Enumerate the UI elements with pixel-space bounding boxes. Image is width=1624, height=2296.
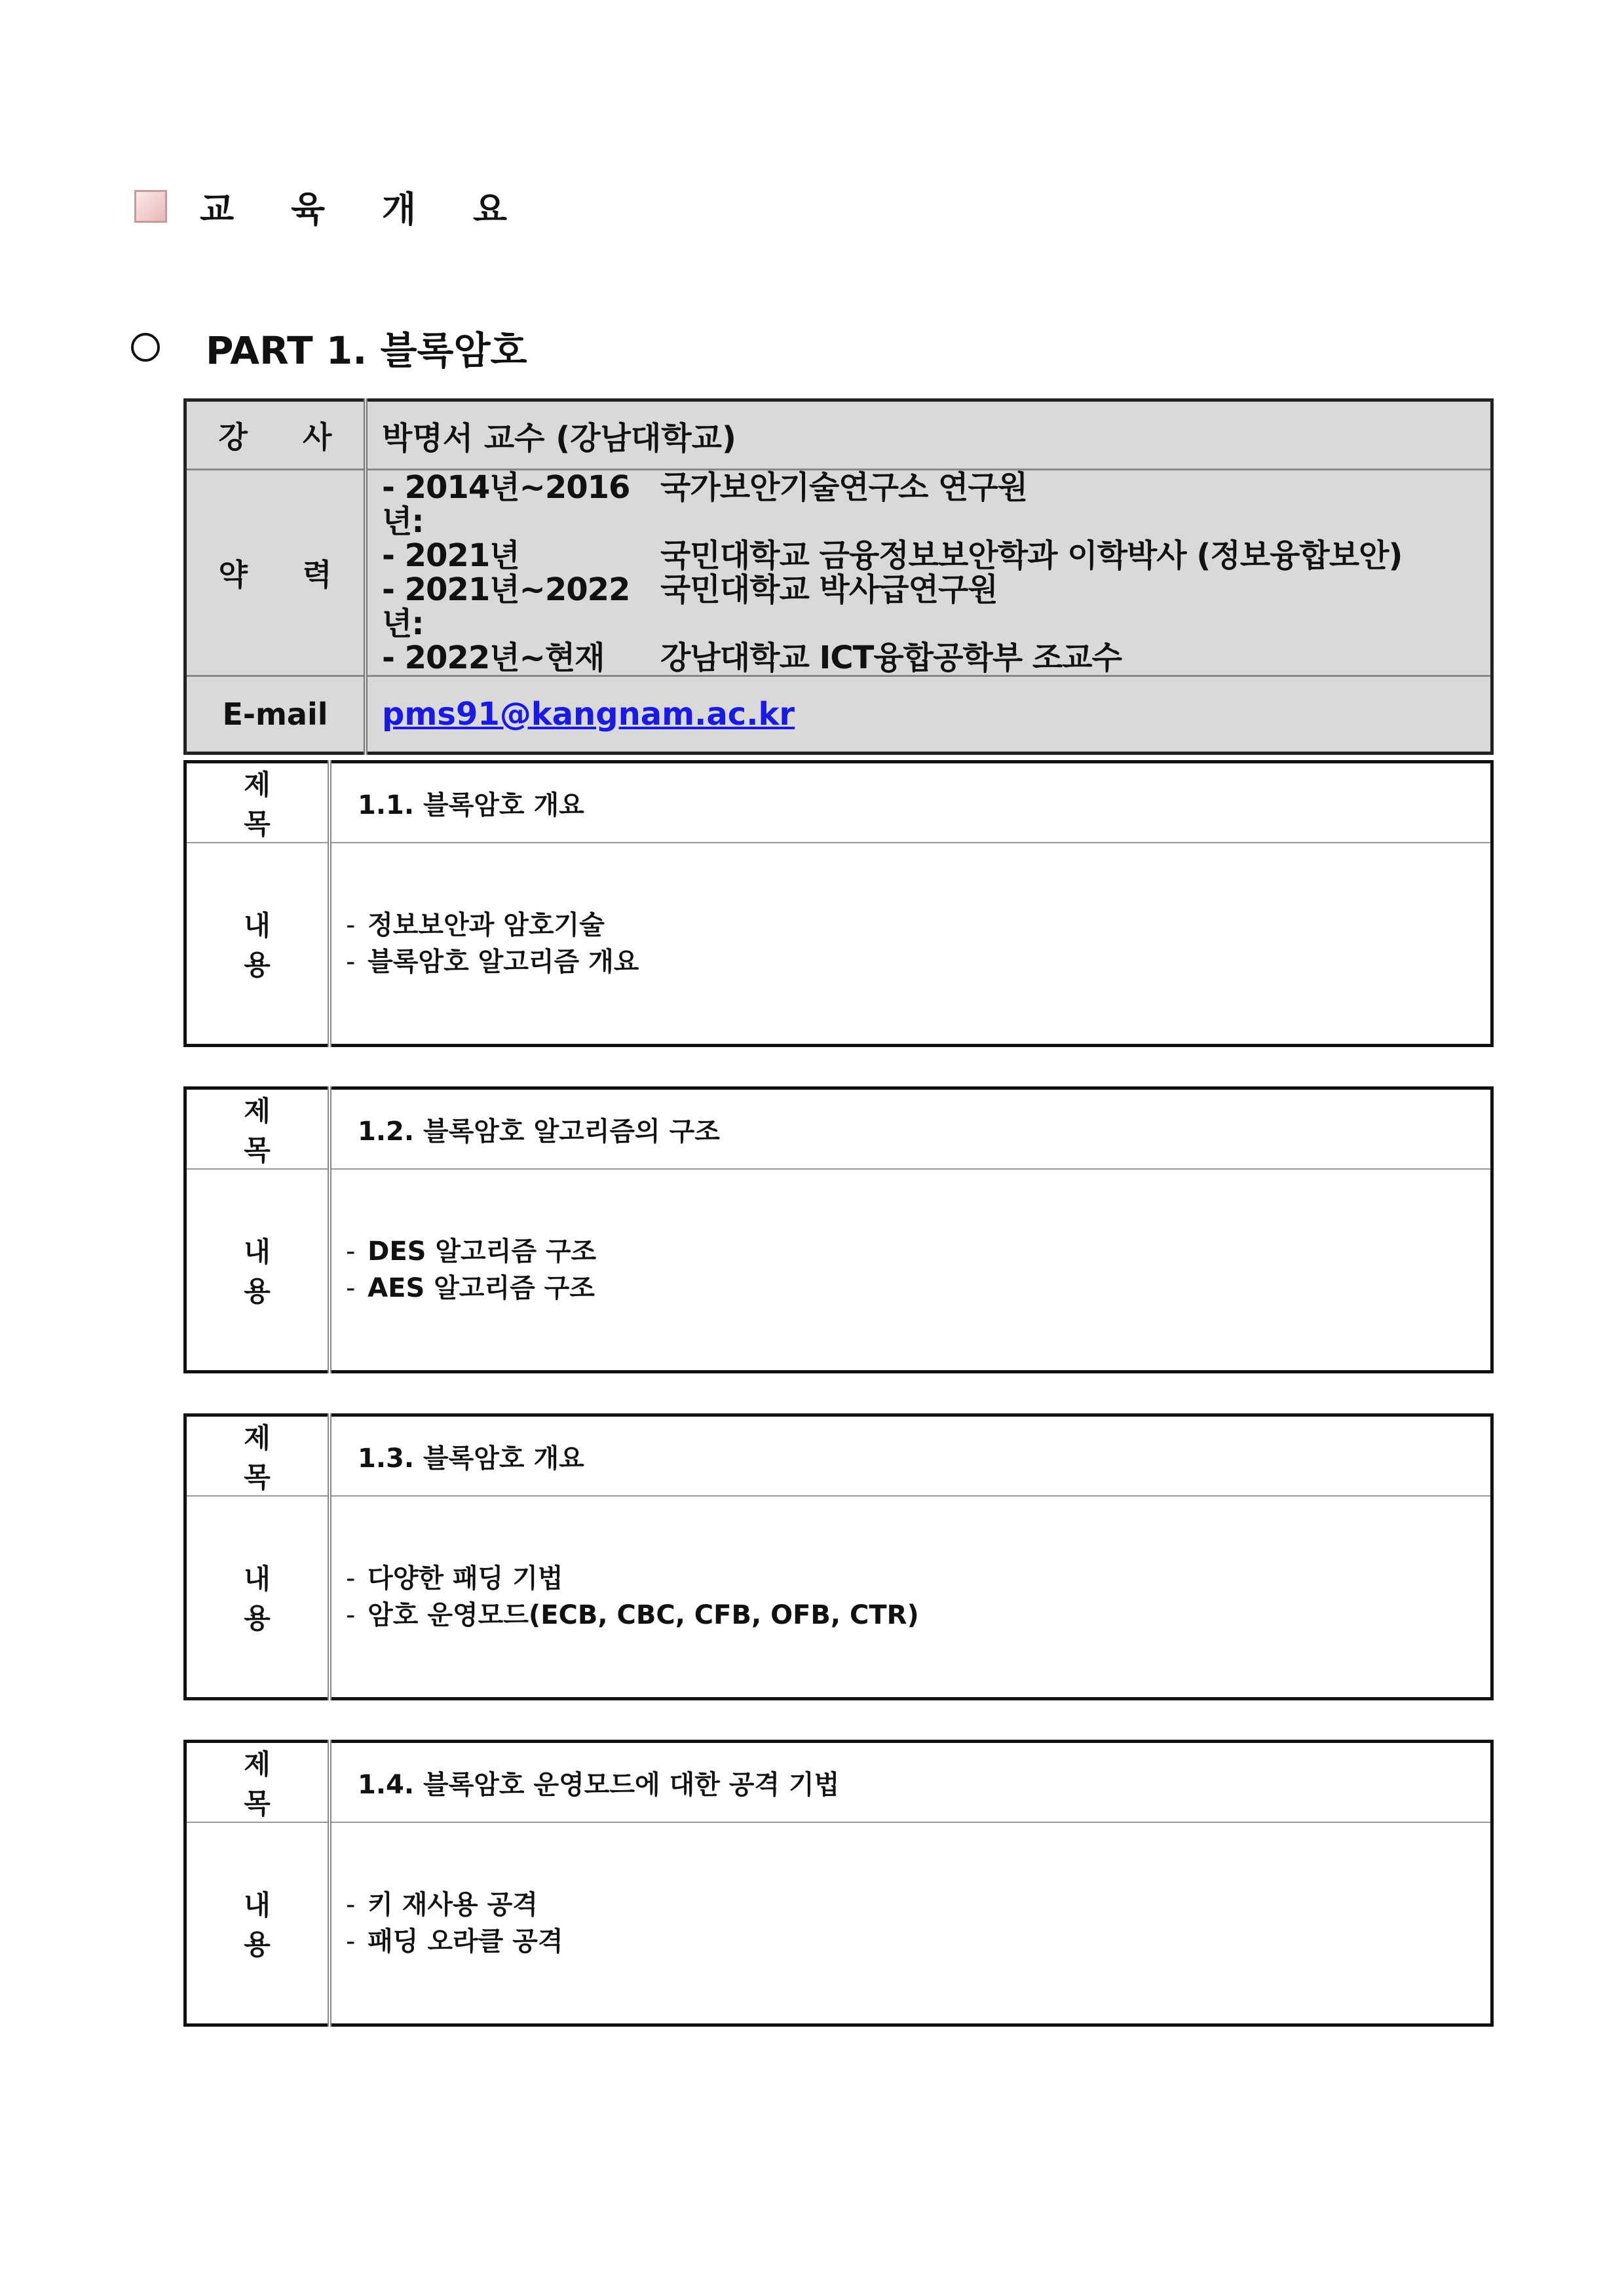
square-bullet-icon	[134, 190, 167, 223]
module-table	[183, 760, 1494, 1047]
content-item: - 정보보안과 암호기술	[346, 907, 1490, 944]
module-title: 1.1. 블록암호 개요	[330, 762, 1492, 843]
title-label: 제 목	[185, 1742, 330, 1823]
email-link[interactable]: pms91@kangnam.ac.kr	[382, 696, 795, 733]
module-content	[330, 1822, 1492, 2025]
career-item: - 2014년~2016년: 국가보안기술연구소 연구원	[382, 469, 1028, 540]
title-label: 제 목	[185, 1088, 330, 1170]
instructor-label: 강 사	[185, 400, 366, 470]
module-content	[330, 1169, 1492, 1371]
career-item: - 2021년~2022년: 국민대학교 박사급연구원	[382, 571, 998, 642]
title-label: 제 목	[185, 762, 330, 843]
content-item: - 암호 운영모드(ECB, CBC, CFB, OFB, CTR)	[346, 1597, 1490, 1634]
module-table	[183, 1740, 1494, 2027]
content-item: - 키 재사용 공격	[346, 1886, 1490, 1923]
career-label: 약 력	[185, 470, 366, 676]
content-label: 내 용	[185, 843, 330, 1045]
instructor-table	[183, 398, 1494, 755]
module-title: 1.2. 블록암호 알고리즘의 구조	[330, 1088, 1492, 1170]
content-item: - 다양한 패딩 기법	[346, 1560, 1490, 1597]
circle-bullet-icon	[131, 333, 160, 362]
instructor-name: 박명서 교수 (강남대학교)	[366, 400, 1492, 470]
module-title: 1.4. 블록암호 운영모드에 대한 공격 기법	[330, 1742, 1492, 1823]
section-heading	[134, 183, 529, 229]
module-table	[183, 1086, 1494, 1373]
content-label: 내 용	[185, 1496, 330, 1698]
content-item: - AES 알고리즘 구조	[346, 1270, 1490, 1307]
part-heading	[131, 321, 527, 373]
section-title: 교 육 개 요	[200, 188, 530, 230]
content-label: 내 용	[185, 1822, 330, 2025]
career-item: - 2022년~현재 강남대학교 ICT융합공학부 조교수	[382, 640, 1122, 676]
content-item: - 패딩 오라클 공격	[346, 1923, 1490, 1960]
content-item: - 블록암호 알고리즘 개요	[346, 944, 1490, 980]
career-list	[366, 470, 1492, 676]
part-title: PART 1. 블록암호	[206, 328, 527, 373]
career-item: - 2021년 국민대학교 금융정보보안학과 이학박사 (정보융합보안)	[382, 537, 1403, 574]
content-item: - DES 알고리즘 구조	[346, 1233, 1490, 1270]
module-table	[183, 1413, 1494, 1700]
module-title: 1.3. 블록암호 개요	[330, 1415, 1492, 1497]
module-content	[330, 843, 1492, 1045]
email-label: E-mail	[185, 676, 366, 754]
module-content	[330, 1496, 1492, 1698]
content-label: 내 용	[185, 1169, 330, 1371]
title-label: 제 목	[185, 1415, 330, 1497]
